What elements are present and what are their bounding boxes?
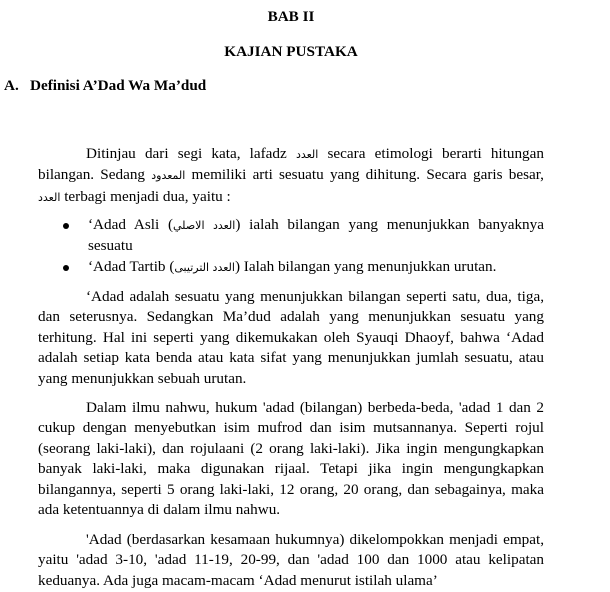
section-number: A.	[4, 77, 19, 94]
text: secara etimologi berarti hitungan bilangan. Sedang	[38, 145, 544, 184]
paragraph-2: ‘Adad adalah sesuatu yang menunjukkan bilangan seperti satu, dua, tiga, dan seterusnya. Sedangkan Ma’dud adalah yang menunjukkan sesuatu yang terhitung. Hal ini seperti yang dikemukakan oleh Syauqi Dhaoyf, bahwa ‘Adad adalah setiap kata benda atau kata sifat yang menunjukkan jumlah sesuatu, atau yang menunjukkan sebuah urutan.	[38, 288, 544, 387]
text: ) Ialah bilangan yang menunjukkan urutan.	[234, 257, 497, 275]
bullet-icon	[63, 223, 69, 229]
list-item	[38, 215, 544, 257]
arabic-text: العدد	[295, 148, 319, 161]
chapter-heading: BAB II	[267, 8, 315, 25]
bullet-list	[38, 215, 544, 278]
paragraph-3: Dalam ilmu nahwu, hukum 'adad (bilangan) berbeda-beda, 'adad 1 dan 2 cukup dengan menyebutkan isim mufrod dan isim mutsannanya. Seperti rojul (seorang laki-laki), dan rojulaani (2 orang laki-laki). Jika ingin mengungkapkan banyak laki-laki, maka digunakan rijaal. Tetapi jika ingin mengungkapkan bilangannya, seperti 5 orang laki-laki, 12 orang, 20 orang, dan sebagainya, maka ada ketentuannya di dalam ilmu nahwu.	[38, 399, 544, 519]
arabic-text: المعدود	[151, 169, 186, 183]
arabic-text: العدد	[38, 190, 61, 204]
bullet-icon	[63, 265, 69, 271]
text: ‘Adad Asli (	[88, 216, 174, 233]
arabic-text: العدد الاصلي	[173, 219, 236, 232]
chapter-title: KAJIAN PUSTAKA	[224, 43, 358, 60]
list-item	[38, 257, 544, 278]
text: ‘Adad Tartib (	[88, 257, 175, 275]
arabic-text: العدد الترتيبى	[174, 260, 235, 274]
text: ) ialah bilangan yang menunjukkan banyaknya sesuatu	[88, 216, 544, 255]
text: memiliki arti sesuatu yang dihitung. Secara garis besar,	[185, 166, 544, 184]
paragraph-4: 'Adad (berdasarkan kesamaan hukumnya) dikelompokkan menjadi empat, yaitu 'adad 3-10, 'adad 11-19, 20-99, dan 'adad 100 dan 1000 atau kelipatan keduanya. Ada juga macam-macam ‘Adad menurut istilah ulama’	[38, 531, 544, 589]
paragraph-1	[38, 144, 544, 208]
section-title: Definisi A’Dad Wa Ma’dud	[30, 77, 207, 94]
text: Ditinjau dari segi kata, lafadz	[86, 145, 296, 162]
text: terbagi menjadi dua, yaitu :	[60, 187, 231, 205]
section-heading	[4, 76, 207, 96]
